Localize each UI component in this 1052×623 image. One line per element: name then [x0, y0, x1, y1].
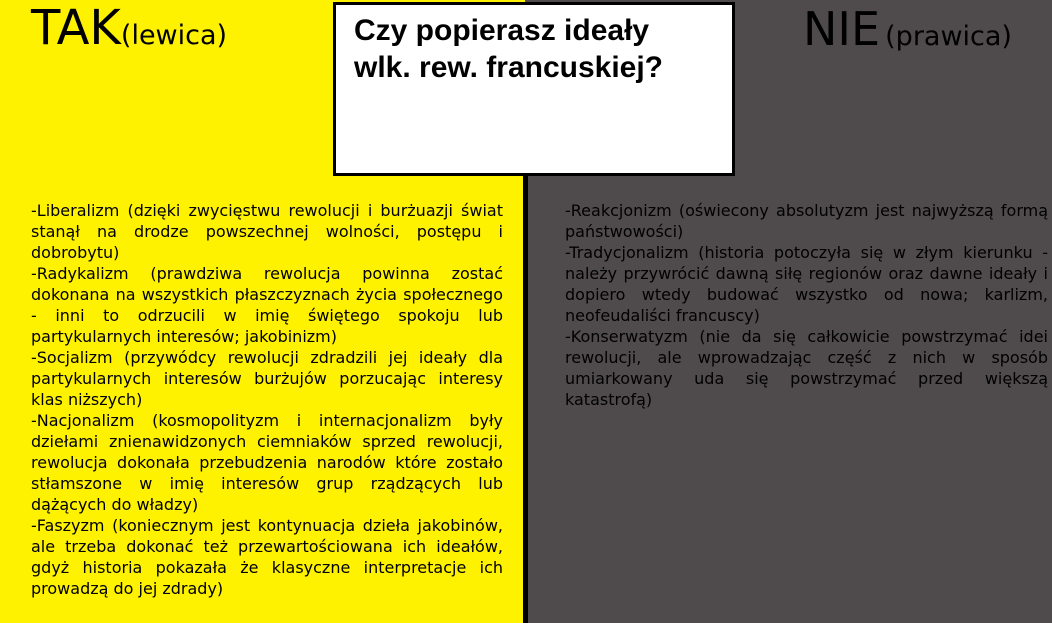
nie-ideology-list: [565, 200, 1048, 410]
ideology-reakcjonizm: -Reakcjonizm (oświecony absolutyzm jest najwyższą formą państwowości): [565, 201, 1048, 241]
ideology-konserwatyzm: -Konserwatyzm (nie da się całkowicie powstrzymać idei rewolucji, ale wprowadzając część z nich w sposób umiarkowany uda się powstrzymać przed większą katastrofą): [565, 327, 1048, 409]
question-line-2: wlk. rew. francuskiej?: [354, 51, 664, 84]
tak-ideology-list: [31, 200, 503, 599]
question-text: [354, 12, 724, 86]
tak-subtitle: (lewica): [120, 20, 228, 51]
tak-heading: [31, 0, 228, 56]
nie-heading: [803, 2, 1012, 56]
nie-subtitle: (prawica): [885, 21, 1012, 52]
ideology-radykalizm: -Radykalizm (prawdziwa rewolucja powinna zostać dokonana na wszystkich płaszczyznach życia społecznego - inni to odrzucili w imię świętego spokoju lub partykularnych interesów; jakobinizm): [31, 264, 503, 346]
question-box: [333, 2, 735, 176]
question-line-1: Czy popierasz ideały: [354, 14, 650, 47]
ideology-nacjonalizm: -Nacjonalizm (kosmopolityzm i internacjonalizm były dziełami znienawidzonych ciemniaków sprzed rewolucji, rewolucja dokonała przebudzenia narodów które zostało stłamszone w imię interesów grup rządzących lub dążących do władzy): [31, 411, 503, 514]
ideology-liberalizm: -Liberalizm (dzięki zwycięstwu rewolucji i burżuazji świat stanął na drodze powszechnej wolności, postępu i dobrobytu): [31, 201, 503, 262]
nie-title: NIE: [803, 2, 881, 56]
column-divider: [523, 172, 528, 623]
ideology-socjalizm: -Socjalizm (przywódcy rewolucji zdradzili jej ideały dla partykularnych interesów burżujów porzucając interesy klas niższych): [31, 348, 503, 409]
ideology-tradycjonalizm: -Tradycjonalizm (historia potoczyła się w złym kierunku - należy przywrócić dawną siłę regionów oraz dawne ideały i dopiero wtedy budować wszystko od nowa; karlizm, neofeudaliści francuscy): [565, 243, 1048, 325]
ideology-faszyzm: -Faszyzm (koniecznym jest kontynuacja dzieła jakobinów, ale trzeba dokonać też przewartościowana ich ideałów, gdyż historia pokazała że klasyczne interpretacje ich prowadzą do jej zdrady): [31, 516, 503, 598]
tak-title: TAK: [31, 0, 121, 56]
